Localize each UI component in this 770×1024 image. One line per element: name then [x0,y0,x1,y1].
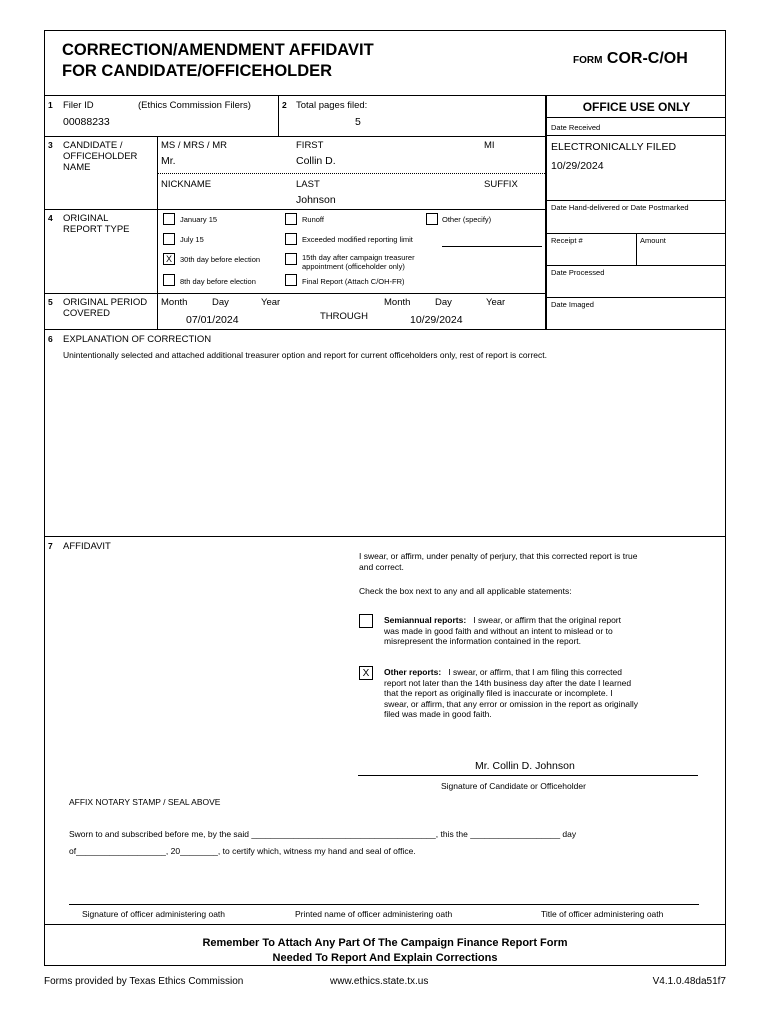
first-name-value: Collin D. [296,155,336,167]
other-reports-line: that the report as originally filed is inaccurate or incomplete. I [384,688,613,698]
swear-line: and correct. [359,561,404,572]
candidate-label [63,140,137,173]
mi-label: MI [484,140,495,151]
divider [546,200,726,201]
divider [44,209,546,210]
form-prefix: FORM [573,55,603,66]
period-label [63,297,147,319]
divider [44,924,726,925]
january-15-checkbox[interactable] [163,213,175,225]
section1-number: 1 [48,100,53,110]
officer-title-caption: Title of officer administering oath [541,909,664,919]
form-code [573,50,688,68]
from-month-label: Month [161,297,188,308]
section7-number: 7 [48,541,53,551]
other-label: Other (specify) [442,215,492,224]
affidavit-label: AFFIDAVIT [63,541,111,552]
footer-website[interactable]: www.ethics.state.tx.us [330,976,429,987]
runoff-label: Runoff [302,215,324,224]
total-pages-value: 5 [355,116,361,128]
divider [44,136,546,137]
date-processed-label: Date Processed [551,268,605,277]
notary-stamp-text: AFFIX NOTARY STAMP / SEAL ABOVE [69,797,221,807]
divider [636,233,637,266]
30th-day-label: 30th day before election [180,255,261,264]
exceeded-limit-label: Exceeded modified reporting limit [302,235,413,244]
from-year-label: Year [261,297,281,308]
to-year-label: Year [486,297,506,308]
semiannual-statement [384,615,714,647]
form-title-line2: FOR CANDIDATE/OFFICEHOLDER [62,62,333,80]
amount-label: Amount [640,236,666,245]
divider [44,536,726,537]
to-date-value: 10/29/2024 [410,314,463,326]
filer-id-sublabel: (Ethics Commission Filers) [138,100,251,111]
other-reports-line: report not later than the 14th business day after the date I learned [384,677,632,688]
filer-id-value: 00088233 [63,116,110,128]
divider [44,293,546,294]
other-specify-line [442,246,542,247]
title-value: Mr. [161,155,176,167]
30th-day-checkbox[interactable]: X [163,253,175,265]
explanation-text: Unintentionally selected and attached additional treasurer option and report for current officeholders only, rest of report is correct. [63,350,547,360]
july-15-checkbox[interactable] [163,233,175,245]
semiannual-line: misrepresent the information contained in the report. [384,636,582,646]
candidate-label-line: CANDIDATE / [63,140,123,151]
15th-day-label: 15th day after campaign treasurer [302,253,415,262]
july-15-label: July 15 [180,235,204,244]
semiannual-title: Semiannual reports: [384,615,467,625]
other-reports-title: Other reports: [384,667,442,677]
officer-printed-name-caption: Printed name of officer administering oath [295,909,453,919]
from-day-label: Day [212,297,229,308]
from-date-value: 07/01/2024 [186,314,239,326]
other-reports-line: I swear, or affirm, that I am filing this corrected [448,667,622,677]
semiannual-line: was made in good faith and without an intent to mislead or to [384,625,613,636]
other-reports-statement [384,667,714,720]
sworn-line2: of___________________, 20________, to certify which, witness my hand and seal of office. [69,846,416,856]
section4-number: 4 [48,213,53,223]
divider [546,297,726,298]
divider [546,135,726,136]
footer-provider: Forms provided by Texas Ethics Commission [44,976,244,987]
reminder [44,936,726,966]
filer-id-label: Filer ID [63,100,94,111]
other-reports-line: swear, or affirm, that any error or omission in the report as originally [384,698,639,709]
signer-name: Mr. Collin D. Johnson [475,760,575,772]
to-day-label: Day [435,297,452,308]
form-title-line1: CORRECTION/AMENDMENT AFFIDAVIT [62,41,374,59]
swear-statement [359,551,637,572]
divider [158,173,545,174]
report-type-label [63,213,130,235]
section2-number: 2 [282,100,287,110]
through-label: THROUGH [320,311,369,322]
january-15-label: January 15 [180,215,218,224]
swear-line: I swear, or affirm, under penalty of perjury, that this corrected report is true [359,551,638,561]
candidate-label-line: NAME [63,162,91,173]
office-use-title: OFFICE USE ONLY [582,100,691,114]
other-reports-line: filed was made in good faith. [384,709,492,719]
title-label: MS / MRS / MR [161,140,227,151]
first-name-label: FIRST [296,140,324,151]
last-name-label: LAST [296,179,320,190]
final-report-checkbox[interactable] [285,274,297,286]
reminder-line: Needed To Report And Explain Corrections [272,952,498,964]
officer-signature-line [69,904,699,905]
section6-number: 6 [48,334,53,344]
report-type-label-line: ORIGINAL [63,213,109,224]
period-label-line: ORIGINAL PERIOD [63,297,148,308]
footer-version: V4.1.0.48da51f7 [652,976,726,987]
section3-number: 3 [48,140,53,150]
divider [44,329,726,330]
to-month-label: Month [384,297,411,308]
receipt-label: Receipt # [551,236,583,245]
report-type-label-line: REPORT TYPE [63,224,130,235]
semiannual-checkbox[interactable] [359,614,373,628]
other-checkbox[interactable] [426,213,438,225]
form-code-value: COR-C/OH [606,50,688,67]
candidate-label-line: OFFICEHOLDER [63,151,138,162]
check-instruction: Check the box next to any and all applicable statements: [359,586,572,596]
signature-caption: Signature of Candidate or Officeholder [441,781,586,791]
reminder-line: Remember To Attach Any Part Of The Campaign Finance Report Form [202,937,568,949]
section5-number: 5 [48,297,53,307]
date-imaged-label: Date Imaged [551,300,594,309]
suffix-label: SUFFIX [484,179,518,190]
runoff-checkbox[interactable] [285,213,297,225]
15th-day-label-line2: appointment (officeholder only) [302,262,405,271]
officer-signature-caption: Signature of officer administering oath [82,909,226,919]
signature-line [358,775,698,776]
divider [546,117,726,118]
hand-delivered-label: Date Hand-delivered or Date Postmarked [551,203,689,212]
date-received-label: Date Received [551,123,601,132]
15th-day-checkbox[interactable] [285,253,297,265]
sworn-line1: Sworn to and subscribed before me, by the said _______________________________________, this the ___________________ day [69,829,577,839]
explanation-label: EXPLANATION OF CORRECTION [63,334,212,345]
divider [546,265,726,266]
electronic-filed-date: 10/29/2024 [551,160,604,172]
divider [278,96,279,136]
nickname-label: NICKNAME [161,179,212,190]
electronic-filed-label: ELECTRONICALLY FILED [551,141,677,153]
8th-day-label: 8th day before election [180,277,256,286]
8th-day-checkbox[interactable] [163,274,175,286]
other-reports-checkbox[interactable]: X [359,666,373,680]
last-name-value: Johnson [296,194,336,206]
semiannual-line: I swear, or affirm that the original report [473,615,621,625]
total-pages-label: Total pages filed: [296,100,368,111]
final-report-label: Final Report (Attach C/OH-FR) [302,277,405,286]
exceeded-limit-checkbox[interactable] [285,233,297,245]
divider [157,136,158,329]
period-label-line: COVERED [63,308,110,319]
